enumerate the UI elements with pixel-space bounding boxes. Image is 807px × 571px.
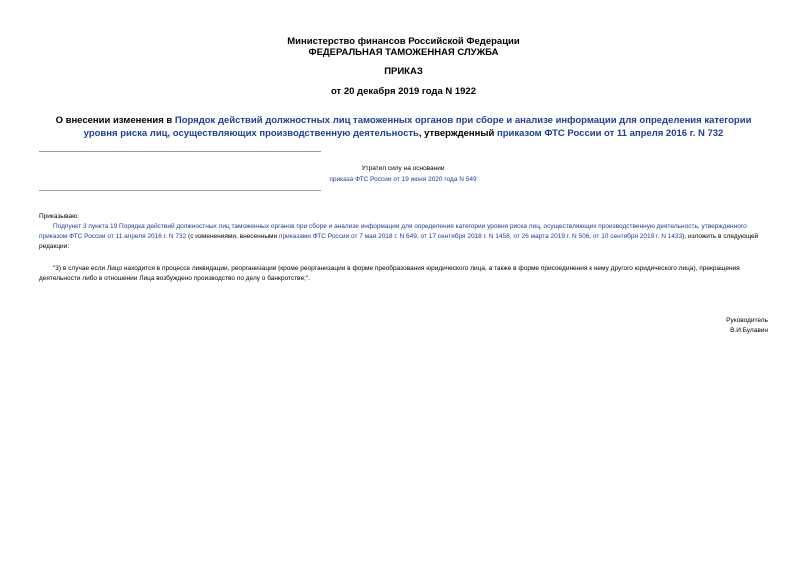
- service-name: ФЕДЕРАЛЬНАЯ ТАМОЖЕННАЯ СЛУЖБА: [308, 47, 499, 58]
- title-middle: , утвержденный: [418, 128, 497, 139]
- body-paragraph-2: "3) в случае если Лицо находится в процессе ликвидации, реорганизации (кроме реорганизации в форме преобразования юридического лица, а также в форме присоединения к нему другого юридического лица), прекращения деятельности либо в отношении Лица возбуждено производство по делу о банкротстве;".: [39, 265, 740, 282]
- signature-block: [726, 316, 768, 336]
- signature-position: Руководитель: [726, 317, 768, 324]
- paragraph-mid: (с изменениями, внесенными: [186, 233, 279, 240]
- document-date: от 20 декабря 2019 года N 1922: [330, 86, 476, 97]
- body-lead: Приказываю:: [39, 213, 79, 220]
- title-prefix: О внесении изменения в: [55, 115, 175, 126]
- body-paragraph-1: [39, 222, 768, 252]
- divider-bottom: [39, 190, 321, 191]
- ministry-name: Министерство финансов Российской Федерации: [287, 36, 520, 47]
- status-basis-link[interactable]: приказа ФТС России от 19 июня 2020 года N 549: [329, 176, 477, 183]
- document-title: [40, 114, 767, 140]
- divider-top: [39, 151, 321, 152]
- paragraph-end: ), изложить в следующей редакции:: [39, 233, 759, 250]
- header-block: [0, 36, 807, 58]
- document-type: ПРИКАЗ: [384, 66, 423, 77]
- paragraph-link-procedure[interactable]: Подпункт 3 пункта 19 Порядка действий должностных лиц таможенных органов при сборе и анализе информации для определения категории уровня риска лиц, осуществляющих производственную деятельность, утвержденного приказом ФТС России от 11 апреля 2016 г. N 732: [39, 223, 747, 240]
- signature-name: В.И.Булавин: [730, 327, 768, 334]
- status-lost-text: Утратил силу на основании: [361, 165, 445, 172]
- title-link-procedure[interactable]: Порядок действий должностных лиц таможенных органов при сборе и анализе информации для определения категории уровня риска лиц, осуществляющих производственную деятельность: [83, 115, 752, 139]
- paragraph-link-amendments[interactable]: приказами ФТС России от 7 мая 2018 г. N 649, от 17 сентября 2018 г. N 1458, от 26 марта 2019 г. N 506, от 10 сентября 2019 г. N 1433: [278, 233, 683, 240]
- status-block: [320, 163, 486, 185]
- title-link-order[interactable]: приказом ФТС России от 11 апреля 2016 г. N 732: [496, 128, 724, 139]
